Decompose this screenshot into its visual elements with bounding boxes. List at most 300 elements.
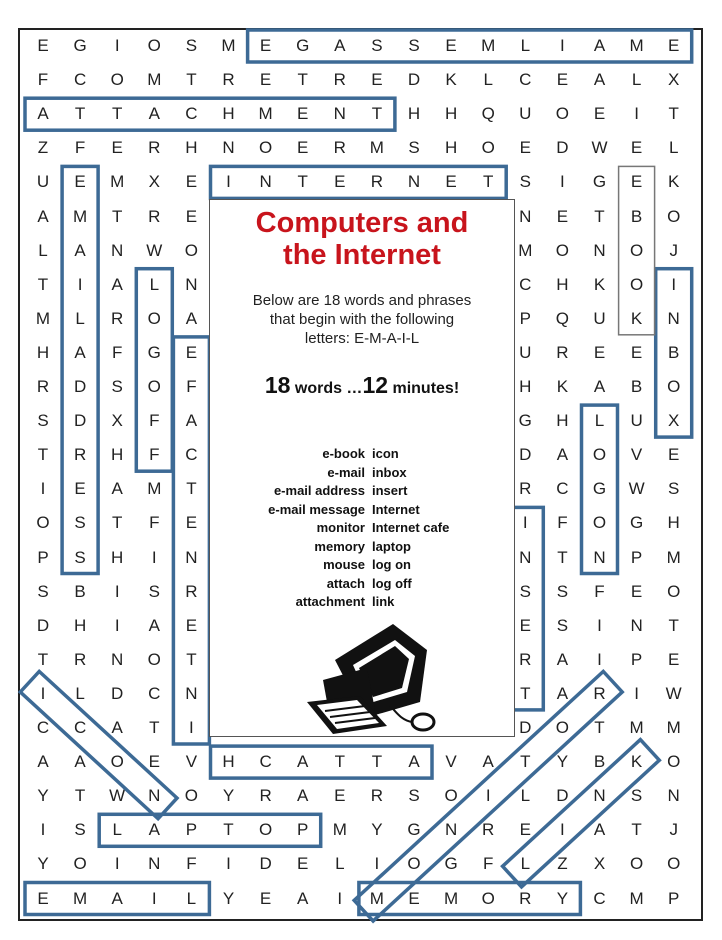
letter-cell[interactable]: G: [407, 820, 421, 840]
letter-cell[interactable]: R: [333, 70, 346, 90]
letter-cell[interactable]: R: [222, 70, 235, 90]
letter-cell[interactable]: O: [555, 104, 569, 124]
letter-cell[interactable]: Y: [222, 786, 235, 806]
letter-cell[interactable]: N: [185, 547, 198, 567]
letter-cell[interactable]: X: [593, 854, 606, 874]
letter-cell[interactable]: D: [519, 718, 532, 737]
letter-cell[interactable]: A: [593, 377, 606, 396]
letter-cell[interactable]: D: [519, 445, 532, 465]
letter-cell[interactable]: S: [74, 820, 86, 840]
letter-cell[interactable]: A: [556, 649, 569, 669]
letter-cell[interactable]: T: [37, 445, 49, 465]
letter-cell[interactable]: W: [628, 479, 645, 499]
letter-cell[interactable]: N: [407, 172, 421, 192]
letter-cell[interactable]: O: [147, 36, 161, 55]
letter-cell[interactable]: C: [185, 445, 198, 465]
letter-cell[interactable]: P: [519, 308, 531, 328]
letter-cell[interactable]: K: [668, 172, 680, 192]
letter-cell[interactable]: M: [444, 888, 459, 908]
letter-cell[interactable]: M: [369, 888, 384, 908]
letter-cell[interactable]: O: [629, 240, 644, 260]
letter-cell[interactable]: A: [74, 752, 86, 772]
letter-cell[interactable]: C: [519, 70, 532, 90]
letter-cell[interactable]: E: [148, 752, 160, 772]
letter-cell[interactable]: G: [592, 479, 607, 499]
letter-cell[interactable]: H: [36, 342, 50, 362]
letter-cell[interactable]: H: [444, 138, 458, 158]
letter-cell[interactable]: O: [667, 581, 681, 601]
letter-cell[interactable]: R: [519, 479, 532, 499]
letter-cell[interactable]: E: [668, 445, 680, 465]
letter-cell[interactable]: E: [334, 172, 346, 192]
letter-cell[interactable]: Y: [556, 888, 569, 908]
letter-cell[interactable]: O: [667, 752, 681, 772]
letter-cell[interactable]: E: [37, 888, 49, 908]
letter-cell[interactable]: T: [668, 615, 679, 635]
letter-cell[interactable]: O: [629, 854, 644, 874]
letter-cell[interactable]: M: [481, 36, 496, 55]
letter-cell[interactable]: T: [186, 649, 197, 669]
letter-cell[interactable]: G: [518, 411, 532, 431]
letter-cell[interactable]: P: [668, 888, 680, 908]
letter-cell[interactable]: S: [668, 479, 680, 499]
letter-cell[interactable]: E: [259, 70, 272, 90]
letter-cell[interactable]: O: [184, 786, 198, 806]
letter-cell[interactable]: H: [667, 513, 680, 533]
letter-cell[interactable]: Q: [555, 308, 569, 328]
letter-cell[interactable]: N: [519, 547, 532, 567]
letter-cell[interactable]: E: [668, 36, 680, 55]
letter-cell[interactable]: E: [185, 172, 198, 192]
letter-cell[interactable]: Z: [557, 854, 568, 874]
letter-cell[interactable]: M: [258, 104, 273, 124]
letter-cell[interactable]: N: [111, 649, 124, 669]
letter-cell[interactable]: I: [77, 274, 83, 294]
letter-cell[interactable]: T: [223, 820, 234, 840]
letter-cell[interactable]: A: [334, 36, 346, 55]
letter-cell[interactable]: E: [111, 138, 123, 158]
letter-cell[interactable]: U: [630, 411, 643, 431]
letter-cell[interactable]: T: [186, 479, 197, 499]
letter-cell[interactable]: M: [73, 206, 88, 226]
letter-cell[interactable]: I: [374, 854, 380, 874]
letter-cell[interactable]: D: [259, 854, 272, 874]
letter-cell[interactable]: B: [668, 342, 680, 362]
letter-cell[interactable]: E: [185, 513, 198, 533]
letter-cell[interactable]: L: [149, 274, 160, 294]
letter-cell[interactable]: S: [408, 36, 420, 55]
letter-cell[interactable]: P: [37, 547, 49, 567]
letter-cell[interactable]: S: [408, 138, 420, 158]
letter-cell[interactable]: I: [226, 172, 231, 192]
letter-cell[interactable]: F: [37, 70, 49, 90]
letter-cell[interactable]: O: [110, 70, 124, 90]
letter-cell[interactable]: N: [185, 274, 198, 294]
letter-cell[interactable]: R: [519, 649, 532, 669]
letter-cell[interactable]: N: [593, 240, 606, 260]
letter-cell[interactable]: T: [74, 104, 86, 124]
letter-cell[interactable]: V: [630, 445, 643, 465]
letter-cell[interactable]: L: [520, 36, 531, 55]
letter-cell[interactable]: C: [259, 752, 272, 772]
letter-cell[interactable]: X: [148, 172, 160, 192]
letter-cell[interactable]: N: [444, 820, 458, 840]
letter-cell[interactable]: H: [222, 104, 235, 124]
letter-cell[interactable]: I: [634, 683, 639, 703]
letter-cell[interactable]: X: [668, 70, 680, 90]
letter-cell[interactable]: K: [630, 308, 643, 328]
letter-cell[interactable]: A: [111, 888, 123, 908]
letter-cell[interactable]: N: [222, 138, 235, 158]
letter-cell[interactable]: O: [592, 445, 607, 465]
letter-cell[interactable]: N: [593, 547, 606, 567]
letter-cell[interactable]: S: [37, 581, 49, 601]
letter-cell[interactable]: R: [259, 786, 272, 806]
letter-cell[interactable]: D: [556, 786, 569, 806]
letter-cell[interactable]: K: [556, 377, 569, 396]
letter-cell[interactable]: T: [557, 547, 568, 567]
letter-cell[interactable]: Y: [222, 888, 235, 908]
letter-cell[interactable]: O: [592, 513, 607, 533]
letter-cell[interactable]: M: [147, 479, 162, 499]
letter-cell[interactable]: U: [36, 172, 50, 192]
letter-cell[interactable]: D: [36, 615, 50, 635]
letter-cell[interactable]: S: [556, 581, 569, 601]
letter-cell[interactable]: T: [371, 752, 383, 772]
letter-cell[interactable]: T: [297, 70, 308, 90]
letter-cell[interactable]: Q: [481, 104, 495, 124]
letter-cell[interactable]: S: [111, 377, 123, 396]
letter-cell[interactable]: F: [594, 581, 605, 601]
letter-cell[interactable]: M: [221, 36, 236, 55]
letter-cell[interactable]: L: [38, 240, 48, 260]
letter-cell[interactable]: I: [189, 718, 194, 737]
letter-cell[interactable]: B: [74, 581, 86, 601]
letter-cell[interactable]: M: [332, 820, 347, 840]
letter-cell[interactable]: N: [259, 172, 272, 192]
letter-cell[interactable]: O: [667, 206, 681, 226]
letter-cell[interactable]: O: [444, 786, 458, 806]
letter-cell[interactable]: N: [667, 308, 680, 328]
letter-cell[interactable]: E: [556, 70, 569, 90]
letter-cell[interactable]: I: [114, 36, 120, 55]
letter-cell[interactable]: E: [371, 70, 383, 90]
letter-cell[interactable]: R: [593, 683, 606, 703]
letter-cell[interactable]: N: [148, 854, 161, 874]
letter-cell[interactable]: A: [37, 206, 49, 226]
letter-cell[interactable]: M: [629, 36, 644, 55]
letter-cell[interactable]: C: [73, 718, 87, 737]
letter-cell[interactable]: E: [630, 138, 643, 158]
letter-cell[interactable]: M: [666, 718, 681, 737]
letter-cell[interactable]: I: [337, 888, 343, 908]
letter-cell[interactable]: K: [445, 70, 457, 90]
letter-cell[interactable]: M: [147, 70, 162, 90]
letter-cell[interactable]: T: [520, 683, 531, 703]
letter-cell[interactable]: L: [594, 411, 605, 431]
letter-cell[interactable]: S: [519, 172, 531, 192]
letter-cell[interactable]: R: [148, 206, 161, 226]
letter-cell[interactable]: R: [333, 138, 346, 158]
letter-cell[interactable]: C: [593, 888, 606, 908]
letter-cell[interactable]: L: [483, 70, 493, 90]
letter-cell[interactable]: W: [665, 683, 682, 703]
letter-cell[interactable]: W: [146, 240, 163, 260]
letter-cell[interactable]: D: [111, 683, 124, 703]
letter-cell[interactable]: F: [557, 513, 568, 533]
letter-cell[interactable]: O: [407, 854, 421, 874]
letter-cell[interactable]: E: [668, 649, 680, 669]
letter-cell[interactable]: I: [40, 820, 46, 840]
letter-cell[interactable]: E: [593, 104, 606, 124]
letter-cell[interactable]: I: [485, 786, 491, 806]
letter-cell[interactable]: I: [114, 854, 120, 874]
letter-cell[interactable]: T: [594, 718, 605, 737]
letter-cell[interactable]: H: [111, 445, 124, 465]
letter-cell[interactable]: W: [109, 786, 126, 806]
letter-cell[interactable]: A: [111, 718, 123, 737]
letter-cell[interactable]: A: [556, 683, 569, 703]
letter-cell[interactable]: E: [297, 104, 309, 124]
letter-cell[interactable]: S: [37, 411, 49, 431]
letter-cell[interactable]: N: [519, 206, 532, 226]
letter-cell[interactable]: I: [114, 615, 120, 635]
letter-cell[interactable]: J: [669, 240, 678, 260]
letter-cell[interactable]: A: [74, 240, 86, 260]
letter-cell[interactable]: L: [520, 854, 531, 874]
letter-cell[interactable]: M: [518, 240, 533, 260]
letter-cell[interactable]: L: [186, 888, 197, 908]
letter-cell[interactable]: R: [73, 649, 87, 669]
letter-cell[interactable]: O: [629, 274, 644, 294]
letter-cell[interactable]: L: [631, 70, 642, 90]
letter-cell[interactable]: Y: [371, 820, 383, 840]
letter-cell[interactable]: E: [519, 615, 531, 635]
letter-cell[interactable]: E: [37, 36, 49, 55]
letter-cell[interactable]: A: [408, 752, 420, 772]
letter-cell[interactable]: G: [73, 36, 87, 55]
letter-cell[interactable]: N: [593, 786, 606, 806]
letter-cell[interactable]: K: [630, 752, 643, 772]
letter-cell[interactable]: E: [630, 342, 643, 362]
letter-cell[interactable]: M: [369, 138, 384, 158]
letter-cell[interactable]: T: [37, 649, 49, 669]
letter-cell[interactable]: O: [481, 888, 495, 908]
letter-cell[interactable]: F: [149, 513, 160, 533]
letter-cell[interactable]: U: [519, 104, 532, 124]
letter-cell[interactable]: G: [592, 172, 607, 192]
letter-cell[interactable]: B: [630, 377, 643, 396]
letter-cell[interactable]: F: [149, 445, 160, 465]
letter-cell[interactable]: T: [334, 752, 345, 772]
letter-cell[interactable]: D: [556, 138, 569, 158]
letter-cell[interactable]: A: [111, 479, 123, 499]
letter-cell[interactable]: D: [73, 377, 87, 396]
letter-cell[interactable]: R: [556, 342, 569, 362]
letter-cell[interactable]: N: [111, 240, 124, 260]
letter-cell[interactable]: G: [147, 342, 161, 362]
letter-cell[interactable]: S: [630, 786, 643, 806]
letter-cell[interactable]: I: [114, 581, 120, 601]
letter-cell[interactable]: I: [151, 547, 157, 567]
letter-cell[interactable]: M: [73, 888, 88, 908]
letter-cell[interactable]: G: [444, 854, 458, 874]
letter-cell[interactable]: E: [445, 36, 457, 55]
letter-cell[interactable]: N: [148, 786, 161, 806]
letter-cell[interactable]: I: [151, 888, 157, 908]
letter-cell[interactable]: E: [334, 786, 346, 806]
letter-cell[interactable]: I: [560, 172, 565, 192]
letter-cell[interactable]: S: [74, 547, 86, 567]
letter-cell[interactable]: A: [482, 752, 494, 772]
letter-cell[interactable]: A: [148, 615, 160, 635]
letter-cell[interactable]: E: [630, 172, 643, 192]
letter-cell[interactable]: O: [147, 649, 161, 669]
letter-cell[interactable]: F: [186, 854, 197, 874]
letter-cell[interactable]: S: [371, 36, 383, 55]
letter-cell[interactable]: R: [482, 820, 495, 840]
letter-cell[interactable]: X: [111, 411, 123, 431]
letter-cell[interactable]: C: [73, 70, 87, 90]
letter-cell[interactable]: Y: [37, 786, 49, 806]
letter-cell[interactable]: L: [520, 786, 531, 806]
letter-cell[interactable]: E: [445, 172, 457, 192]
letter-cell[interactable]: E: [593, 342, 606, 362]
letter-cell[interactable]: T: [37, 274, 49, 294]
letter-cell[interactable]: A: [37, 104, 49, 124]
letter-cell[interactable]: F: [186, 377, 197, 396]
letter-cell[interactable]: I: [560, 820, 565, 840]
letter-cell[interactable]: S: [185, 36, 198, 55]
letter-cell[interactable]: J: [669, 820, 678, 840]
letter-cell[interactable]: I: [671, 274, 677, 294]
letter-cell[interactable]: P: [297, 820, 309, 840]
letter-cell[interactable]: A: [593, 820, 606, 840]
letter-cell[interactable]: T: [297, 172, 308, 192]
letter-cell[interactable]: L: [668, 138, 679, 158]
letter-cell[interactable]: H: [519, 377, 532, 396]
letter-cell[interactable]: P: [630, 649, 643, 669]
letter-cell[interactable]: M: [629, 888, 644, 908]
letter-cell[interactable]: W: [591, 138, 608, 158]
letter-cell[interactable]: F: [111, 342, 123, 362]
letter-cell[interactable]: I: [40, 479, 46, 499]
letter-cell[interactable]: U: [593, 308, 606, 328]
letter-cell[interactable]: M: [629, 718, 644, 737]
letter-cell[interactable]: I: [634, 104, 639, 124]
letter-cell[interactable]: E: [519, 820, 531, 840]
letter-cell[interactable]: O: [36, 513, 50, 533]
letter-cell[interactable]: H: [556, 411, 569, 431]
letter-cell[interactable]: E: [630, 581, 643, 601]
letter-cell[interactable]: A: [185, 308, 198, 328]
letter-cell[interactable]: H: [556, 274, 569, 294]
letter-cell[interactable]: A: [297, 888, 309, 908]
letter-cell[interactable]: I: [560, 36, 565, 55]
letter-cell[interactable]: O: [667, 854, 681, 874]
letter-cell[interactable]: D: [73, 411, 87, 431]
letter-cell[interactable]: R: [185, 581, 198, 601]
letter-cell[interactable]: H: [444, 104, 458, 124]
letter-cell[interactable]: C: [148, 683, 161, 703]
letter-cell[interactable]: B: [630, 206, 643, 226]
letter-cell[interactable]: R: [111, 308, 124, 328]
letter-cell[interactable]: P: [185, 820, 198, 840]
letter-cell[interactable]: O: [481, 138, 495, 158]
letter-cell[interactable]: A: [593, 36, 606, 55]
letter-cell[interactable]: A: [148, 820, 160, 840]
letter-cell[interactable]: S: [556, 615, 569, 635]
letter-cell[interactable]: M: [666, 547, 681, 567]
letter-cell[interactable]: T: [482, 172, 494, 192]
letter-cell[interactable]: N: [667, 786, 680, 806]
letter-cell[interactable]: L: [75, 683, 85, 703]
letter-cell[interactable]: O: [184, 240, 198, 260]
letter-cell[interactable]: E: [297, 854, 309, 874]
letter-cell[interactable]: G: [629, 513, 644, 533]
letter-cell[interactable]: S: [74, 513, 86, 533]
letter-cell[interactable]: H: [111, 547, 124, 567]
letter-cell[interactable]: D: [407, 70, 421, 90]
letter-cell[interactable]: A: [297, 752, 309, 772]
letter-cell[interactable]: T: [668, 104, 679, 124]
letter-cell[interactable]: T: [111, 104, 123, 124]
letter-cell[interactable]: R: [148, 138, 161, 158]
letter-cell[interactable]: O: [667, 377, 681, 396]
letter-cell[interactable]: E: [259, 36, 272, 55]
letter-cell[interactable]: Y: [556, 752, 569, 772]
letter-cell[interactable]: T: [186, 70, 197, 90]
letter-cell[interactable]: R: [370, 172, 384, 192]
letter-cell[interactable]: O: [73, 854, 87, 874]
letter-cell[interactable]: E: [297, 138, 309, 158]
letter-cell[interactable]: I: [597, 615, 602, 635]
letter-cell[interactable]: L: [75, 308, 85, 328]
letter-cell[interactable]: A: [111, 274, 123, 294]
letter-cell[interactable]: C: [36, 718, 50, 737]
letter-cell[interactable]: C: [185, 104, 198, 124]
letter-cell[interactable]: S: [408, 786, 420, 806]
letter-cell[interactable]: A: [556, 445, 569, 465]
letter-cell[interactable]: O: [258, 820, 273, 840]
letter-cell[interactable]: L: [112, 820, 122, 840]
letter-cell[interactable]: R: [36, 377, 50, 396]
letter-cell[interactable]: H: [407, 104, 421, 124]
letter-cell[interactable]: E: [74, 479, 86, 499]
letter-cell[interactable]: E: [185, 206, 198, 226]
letter-cell[interactable]: T: [520, 752, 531, 772]
letter-cell[interactable]: B: [593, 752, 606, 772]
letter-cell[interactable]: R: [73, 445, 87, 465]
letter-cell[interactable]: T: [149, 718, 160, 737]
letter-cell[interactable]: P: [630, 547, 643, 567]
letter-cell[interactable]: O: [258, 138, 273, 158]
letter-cell[interactable]: L: [335, 854, 345, 874]
letter-cell[interactable]: H: [185, 138, 198, 158]
letter-cell[interactable]: A: [185, 411, 198, 431]
letter-cell[interactable]: E: [74, 172, 86, 192]
letter-cell[interactable]: I: [597, 649, 602, 669]
letter-cell[interactable]: S: [148, 581, 160, 601]
letter-cell[interactable]: C: [519, 274, 532, 294]
letter-cell[interactable]: A: [297, 786, 309, 806]
letter-cell[interactable]: A: [37, 752, 49, 772]
letter-cell[interactable]: T: [371, 104, 383, 124]
letter-cell[interactable]: T: [74, 786, 86, 806]
letter-cell[interactable]: O: [555, 240, 569, 260]
letter-cell[interactable]: N: [185, 683, 198, 703]
letter-cell[interactable]: N: [333, 104, 346, 124]
